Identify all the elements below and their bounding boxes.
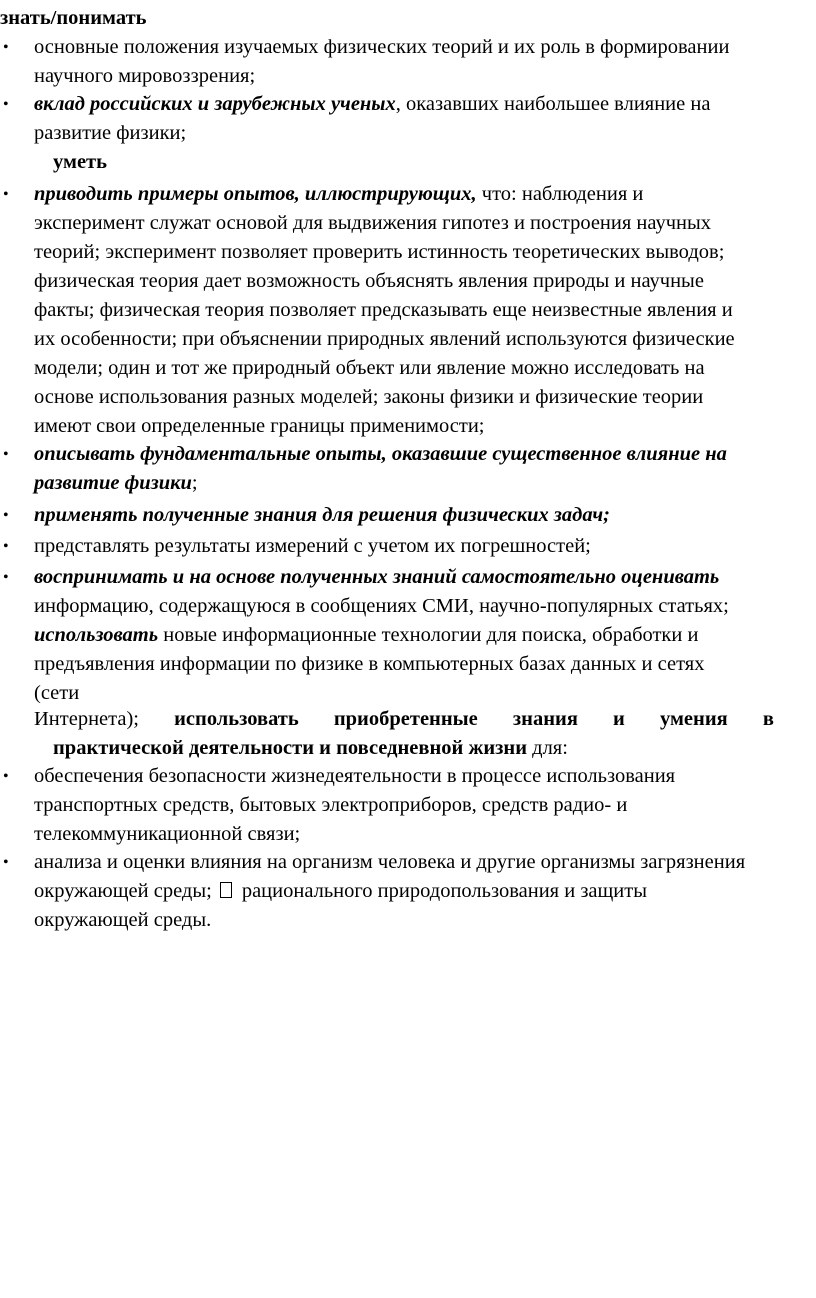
list-item-line: окружающей среды. [34, 909, 212, 931]
emphasis-text: вклад российских и зарубежных ученых [34, 93, 396, 115]
list-item-line: теорий; эксперимент позволяет проверить истинность теоретических выводов; [34, 241, 725, 263]
list-item-line: факты; физическая теория позволяет предсказывать еще неизвестные явления и [34, 299, 733, 321]
list-item-line: описывать фундаментальные опыты, оказавшие существенное влияние на [34, 443, 727, 465]
bullet-icon: • [3, 538, 9, 555]
plain-text: окружающей среды; [34, 880, 212, 902]
bullet-icon: • [3, 446, 9, 463]
list-item-line [53, 734, 568, 763]
emphasis-text: в [762, 708, 774, 730]
list-item-line [34, 621, 814, 650]
section-heading-skills: уметь [53, 151, 107, 173]
list-item-line: имеют свои определенные границы применимости; [34, 415, 485, 437]
bullet-icon: • [3, 768, 9, 785]
list-item-line: применять полученные знания для решения физических задач; [34, 504, 610, 526]
list-item-line: анализа и оценки влияния на организм человека и другие организмы загрязнения [34, 851, 746, 873]
list-item-line: физическая теория дает возможность объяснять явления природы и научные [34, 270, 704, 292]
emphasis-text: использовать [174, 708, 299, 730]
list-item-line [34, 469, 814, 498]
list-item-line: (сети [34, 682, 80, 704]
emphasis-text: приводить примеры опытов, иллюстрирующих, [34, 183, 477, 205]
list-item-line: воспринимать и на основе полученных знаний самостоятельно оценивать [34, 566, 720, 588]
bullet-icon: • [3, 186, 9, 203]
section-heading-know: знать/понимать [0, 7, 147, 29]
list-item-line [34, 180, 814, 209]
plain-text: Интернета); [34, 708, 139, 730]
missing-glyph-icon [220, 882, 232, 898]
plain-text: для: [527, 737, 568, 759]
bullet-icon: • [3, 96, 9, 113]
emphasis-text: и [613, 708, 625, 730]
list-item-line: модели; один и тот же природный объект или явление можно исследовать на [34, 357, 705, 379]
emphasis-text: развитие физики [34, 472, 192, 494]
bullet-icon: • [3, 39, 9, 56]
list-item-line: транспортных средств, бытовых электроприборов, средств радио- и [34, 794, 628, 816]
bullet-icon: • [3, 569, 9, 586]
bullet-icon: • [3, 507, 9, 524]
list-item-line: телекоммуникационной связи; [34, 823, 301, 845]
list-item-line: предъявления информации по физике в компьютерных базах данных и сетях [34, 653, 705, 675]
plain-text: что: наблюдения и [476, 183, 644, 205]
emphasis-text: использовать [34, 624, 159, 646]
list-item-line: основе использования разных моделей; законы физики и физические теории [34, 386, 704, 408]
emphasis-text: умения [659, 708, 728, 730]
list-item-line: обеспечения безопасности жизнедеятельности в процессе использования [34, 765, 676, 787]
list-item-line: основные положения изучаемых физических теорий и их роль в формировании [34, 36, 730, 58]
emphasis-text: практической деятельности и повседневной жизни [53, 737, 528, 759]
list-item-line: развитие физики; [34, 122, 187, 144]
bullet-icon: • [3, 854, 9, 871]
list-item-line: представлять результаты измерений с учетом их погрешностей; [34, 535, 591, 557]
plain-text: , оказавших наибольшее влияние на [395, 93, 711, 115]
plain-text: рационального природопользования и защиты [241, 880, 647, 902]
justified-line [34, 705, 774, 734]
list-item-line: информацию, содержащуюся в сообщениях СМИ, научно-популярных статьях; [34, 595, 729, 617]
list-item-line [34, 90, 814, 119]
list-item-line: научного мировоззрения; [34, 65, 256, 87]
plain-text: новые информационные технологии для поиска, обработки и [158, 624, 699, 646]
list-item-line [34, 877, 814, 906]
emphasis-text: приобретенные [333, 708, 478, 730]
plain-text: ; [191, 472, 198, 494]
list-item-line: их особенности; при объяснении природных явлений используются физические [34, 328, 735, 350]
list-item-line: эксперимент служат основой для выдвижения гипотез и построения научных [34, 212, 712, 234]
emphasis-text: знания [512, 708, 578, 730]
